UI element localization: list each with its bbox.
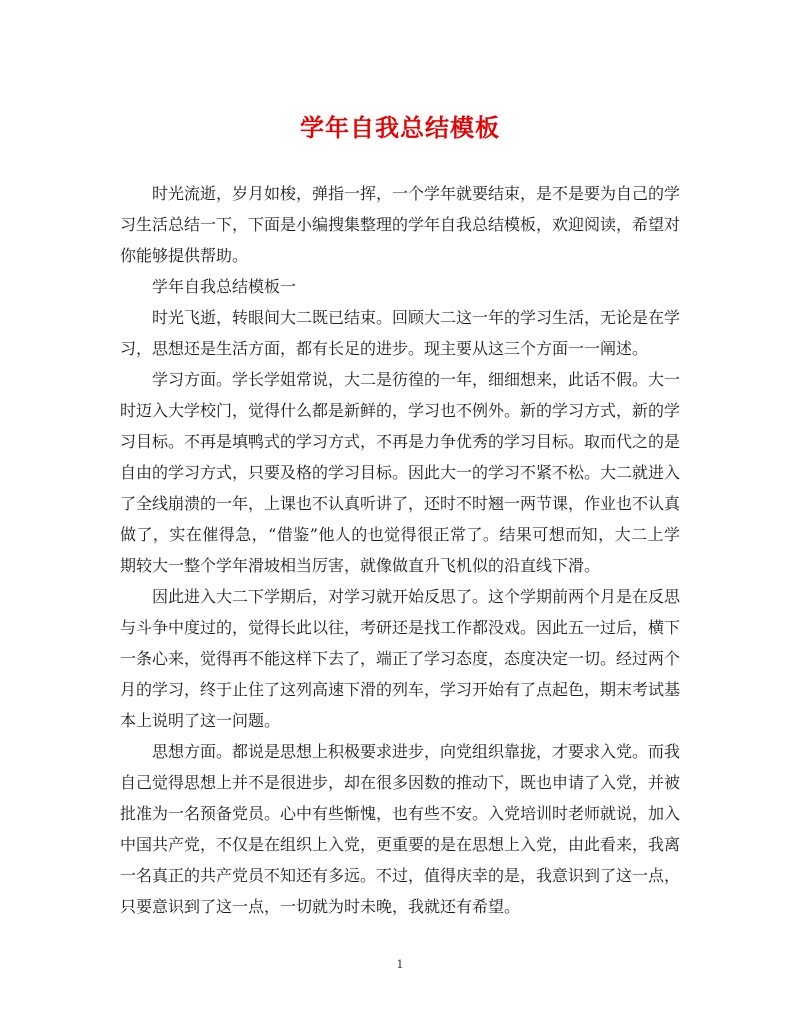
- intro-paragraph: 时光流逝，岁月如梭，弹指一挥，一个学年就要结束，是不是要为自己的学习生活总结一下，下面是小编搜集整理的学年自我总结模板，欢迎阅读，希望对你能够提供帮助。: [120, 184, 681, 265]
- document-body: [120, 178, 680, 922]
- document-title: 学年自我总结模板: [300, 113, 500, 142]
- body-paragraph: 时光飞逝，转眼间大二既已结束。回顾大二这一年的学习生活，无论是在学习，思想还是生活方面，都有长足的进步。现主要从这三个方面一一阐述。: [120, 308, 681, 358]
- section-heading: 学年自我总结模板一: [152, 277, 297, 296]
- body-paragraph: 因此进入大二下学期后，对学习就开始反思了。这个学期前两个月是在反思与斗争中度过的，觉得长此以往，考研还是找工作都没戏。因此五一过后，横下一条心来，觉得再不能这样下去了，端正了学习态度，态度决定一切。经过两个月的学习，终于止住了这列高速下滑的列车，学习开始有了点起色，期末考试基本上说明了这一问题。: [120, 587, 681, 730]
- body-paragraph: 学习方面。学长学姐常说，大二是彷徨的一年，细细想来，此话不假。大一时迈入大学校门，觉得什么都是新鲜的，学习也不例外。新的学习方式，新的学习目标。不再是填鸭式的学习方式，不再是力争优秀的学习目标。取而代之的是自由的学习方式，只要及格的学习目标。因此大一的学习不紧不松。大二就进入了全线崩溃的一年，上课也不认真听讲了，还时不时翘一两节课，作业也不认真做了，实在催得急，“借鉴”他人的也觉得很正常了。结果可想而知，大二上学期较大一整个学年滑坡相当厉害，就像做直升飞机似的沿直线下滑。: [120, 370, 681, 575]
- body-paragraph: 思想方面。都说是思想上积极要求进步，向党组织靠拢，才要求入党。而我自己觉得思想上并不是很进步，却在很多因数的推动下，既也申请了入党，并被批准为一名预备党员。心中有些惭愧，也有些不安。入党培训时老师就说，加入中国共产党，不仅是在组织上入党，更重要的是在思想上入党，由此看来，我离一名真正的共产党员不知还有多远。不过，值得庆幸的是，我意识到了这一点，只要意识到了这一点，一切就为时未晚，我就还有希望。: [120, 742, 681, 916]
- page-number: 1: [396, 958, 404, 971]
